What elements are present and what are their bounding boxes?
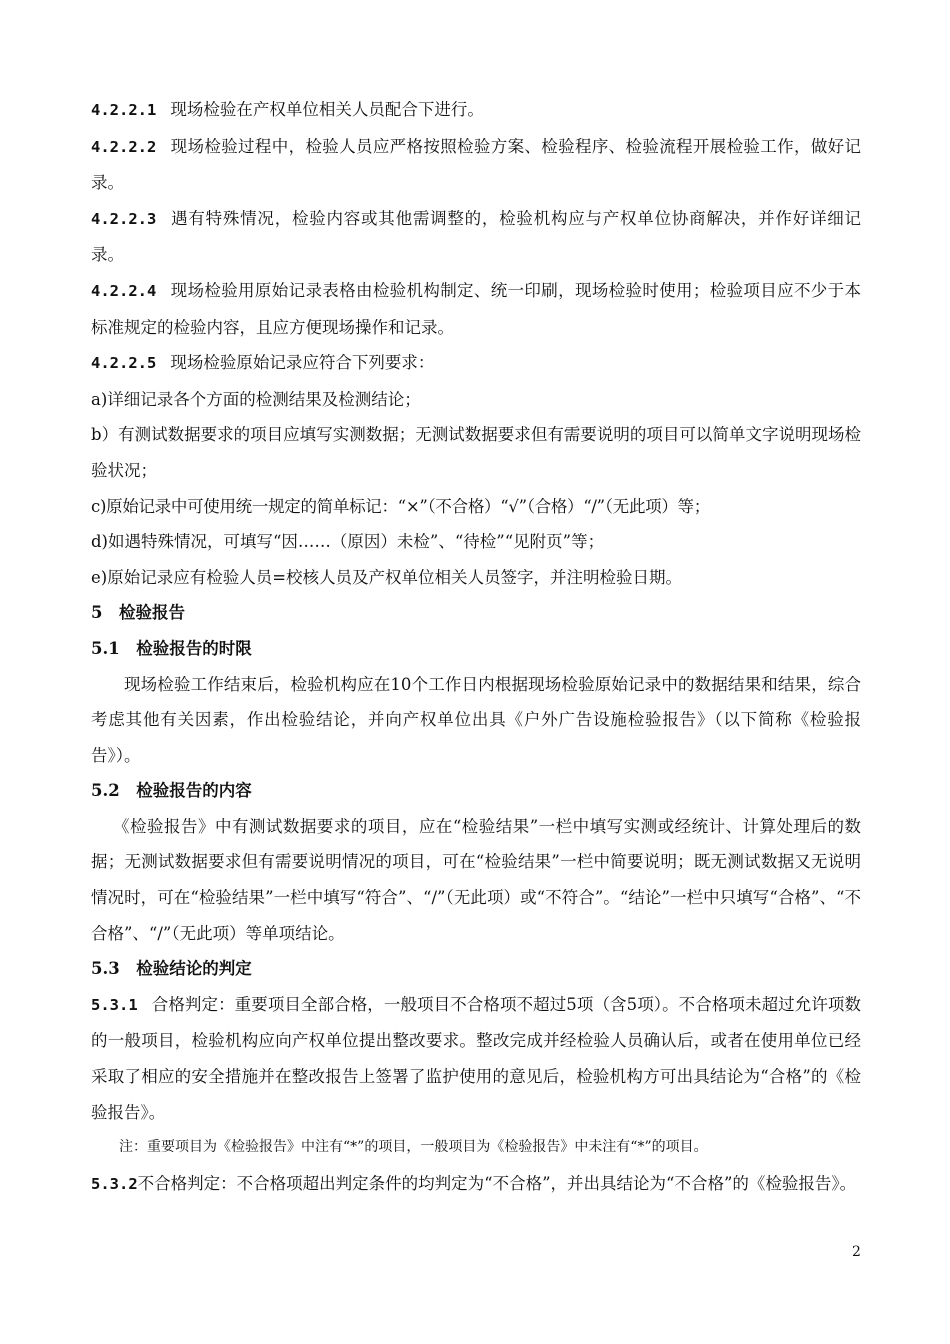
page-number: 2 [852,1244,861,1260]
section-5-2-heading: 5.2 检验报告的内容 [91,781,252,801]
clause-4-2-2-1 [91,92,861,129]
clause-4-2-2-3 [91,201,861,273]
clause-text: 现场检验过程中，检验人员应严格按照检验方案、检验程序、检验流程开展检验工作，做好记录。 [91,136,861,193]
clause-number: 5.3.1 [91,995,138,1014]
clause-number: 4.2.2.1 [91,101,157,119]
section-5-1-heading: 5.1 检验报告的时限 [91,638,252,658]
section-5-1-text: 现场检验工作结束后，检验机构应在10个工作日内根据现场检验原始记录中的数据结果和结果，综合考虑其他有关因素，作出检验结论，并向产权单位出具《户外广告设施检验报告》（以下简称《检验报告》）。 [91,674,861,765]
list-item-a: a)详细记录各个方面的检测结果及检测结论； [91,389,421,409]
clause-text: 现场检验原始记录应符合下列要求： [170,353,435,373]
clause-5-3-1 [91,987,861,1130]
clause-text: 现场检验在产权单位相关人员配合下进行。 [170,100,484,119]
clause-text: 合格判定：重要项目全部合格，一般项目不合格项不超过5项（含5项）。不合格项未超过允许项数的一般项目，检验机构应向产权单位提出整改要求。整改完成并经检验人员确认后，或者在使用单位已经采取了相应的安全措施并在整改报告上签署了监护使用的意见后，检验机构方可出具结论为“合格”的《检验报告》。 [91,994,861,1122]
clause-number: 4.2.2.3 [91,209,157,228]
clause-text: 不合格判定：不合格项超出判定条件的均判定为“不合格”，并出具结论为“不合格”的《检验报告》。 [137,1173,857,1193]
clause-number: 4.2.2.4 [91,281,157,300]
clause-number: 5.3.2 [91,1174,138,1193]
section-5-2-text: 《检验报告》中有测试数据要求的项目，应在“检验结果”一栏中填写实测或经统计、计算处理后的数据；无测试数据要求但有需要说明情况的项目，可在“检验结果”一栏中简要说明；既无测试数据又无说明情况时，可在“检验结果”一栏中填写“符合”、“/”（无此项）或“不符合”。“结论”一栏中只填写“合格”、“不合格”、“/”（无此项）等单项结论。 [91,816,861,943]
section-5-3-heading: 5.3 检验结论的判定 [91,959,252,979]
clause-4-2-2-4 [91,273,861,345]
list-item-e: e)原始记录应有检验人员=校核人员及产权单位相关人员签字，并注明检验日期。 [91,567,683,587]
note: 注：重要项目为《检验报告》中注有“*”的项目，一般项目为《检验报告》中未注有“*”的项目。 [119,1139,708,1156]
section-5-heading: 5 检验报告 [91,603,185,623]
list-item-b: b）有测试数据要求的项目应填写实测数据；无测试数据要求但有需要说明的项目可以简单文字说明现场检验状况； [91,425,861,480]
clause-5-3-2 [91,1166,861,1203]
clause-4-2-2-5 [91,345,861,382]
document-page [91,92,861,1202]
clause-text: 遇有特殊情况，检验内容或其他需调整的，检验机构应与产权单位协商解决，并作好详细记录。 [91,208,861,265]
clause-number: 4.2.2.5 [91,354,157,373]
list-item-d: d)如遇特殊情况，可填写“因……（原因）未检”、“待检”“见附页”等； [91,532,605,552]
list-item-c: c)原始记录中可使用统一规定的简单标记：“×”（不合格）“√”（合格）“/”（无此项）等； [91,496,710,516]
clause-text: 现场检验用原始记录表格由检验机构制定、统一印刷，现场检验时使用；检验项目应不少于本标准规定的检验内容，且应方便现场操作和记录。 [91,280,861,337]
clause-4-2-2-2 [91,129,861,201]
clause-number: 4.2.2.2 [91,137,157,156]
